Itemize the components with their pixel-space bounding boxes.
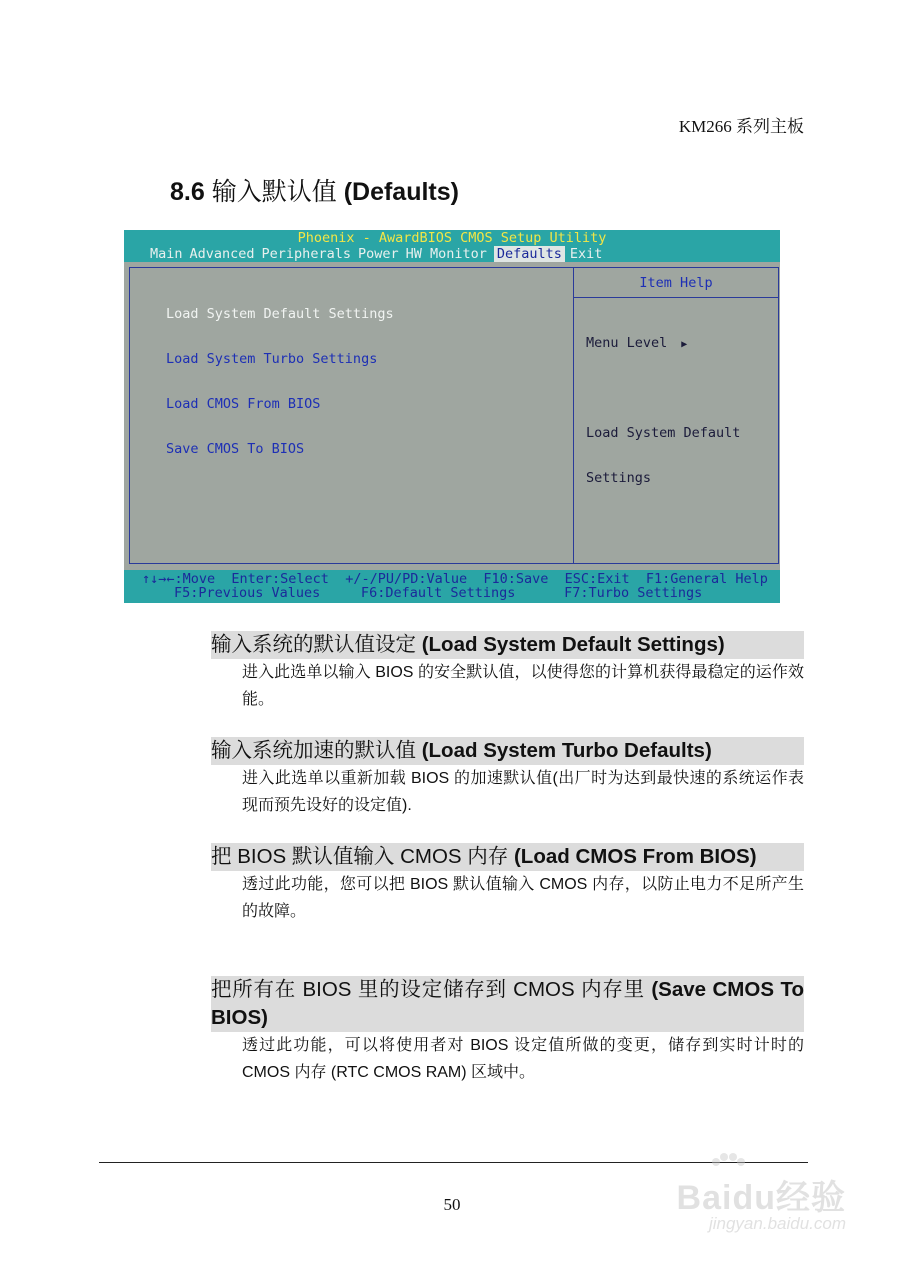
section-number: 8.6 — [170, 178, 205, 206]
watermark-main: Baidu经验 — [676, 1179, 846, 1217]
bios-main-panel — [129, 267, 779, 564]
section-load-cmos — [211, 843, 804, 925]
bios-option-list — [166, 277, 394, 487]
bios-menu-peripherals[interactable]: Peripherals — [261, 246, 351, 262]
bios-menu-power[interactable]: Power — [357, 246, 399, 262]
section-load-turbo — [211, 737, 804, 819]
section-title-cn: 输入默认值 — [211, 177, 337, 206]
option-load-cmos-from-bios[interactable]: Load CMOS From BIOS — [166, 396, 321, 412]
help-text-line: Settings — [586, 470, 652, 486]
item-help-content — [586, 306, 740, 516]
option-save-cmos-to-bios[interactable]: Save CMOS To BIOS — [166, 441, 305, 457]
heading-en: (Save CMOS To BIOS) — [211, 978, 804, 1029]
help-divider — [573, 268, 574, 563]
watermark — [646, 1158, 846, 1248]
subsection-body: 进入此选单以输入 BIOS 的安全默认值，以使得您的计算机获得最稳定的运作效能。 — [242, 664, 804, 708]
bios-menu-hw-monitor[interactable]: HW Monitor — [405, 246, 487, 262]
key-legend-line-2: F5:Previous Values F6:Default Settings F7:Turbo Settings — [174, 585, 703, 601]
heading-en: (Load CMOS From BIOS) — [513, 845, 757, 868]
running-header: KM266 系列主板 — [678, 117, 804, 136]
heading-en: (Load System Turbo Defaults) — [421, 739, 712, 762]
bios-screenshot — [124, 230, 780, 603]
subsection-body: 进入此选单以重新加载 BIOS 的加速默认值(出厂时为达到最快速的系统运作表现而预先设好的设定值). — [242, 770, 804, 814]
section-title — [170, 172, 459, 208]
section-save-cmos — [211, 976, 804, 1086]
bios-menu-main[interactable]: Main — [150, 246, 183, 262]
item-help-title: Item Help — [574, 268, 778, 298]
subsection-body: 透过此功能，可以将使用者对 BIOS 设定值所做的变更，储存到实时计时的 CMOS 内存 (RTC CMOS RAM) 区域中。 — [242, 1037, 804, 1081]
section-title-en: (Defaults) — [343, 178, 459, 206]
subsection-heading — [211, 737, 804, 765]
section-load-default — [211, 631, 804, 713]
heading-cn: 输入系统加速的默认值 — [211, 739, 416, 762]
key-legend-line-1: ↑↓→←:Move Enter:Select +/-/PU/PD:Value F10:Save ESC:Exit F1:General Help — [142, 571, 768, 587]
bios-key-legend — [124, 570, 780, 603]
subsection-heading — [211, 631, 804, 659]
heading-cn: 输入系统的默认值设定 — [211, 633, 416, 656]
heading-cn: 把所有在 BIOS 里的设定储存到 CMOS 内存里 — [211, 978, 645, 1001]
option-load-system-turbo[interactable]: Load System Turbo Settings — [166, 351, 378, 367]
bios-menu-exit[interactable]: Exit — [569, 246, 603, 262]
option-load-system-default[interactable]: Load System Default Settings — [166, 306, 394, 322]
bios-menu-defaults[interactable]: Defaults — [494, 246, 565, 262]
menu-level-label: Menu Level — [586, 335, 668, 351]
subsection-body: 透过此功能，您可以把 BIOS 默认值输入 CMOS 内存，以防止电力不足所产生的故障。 — [242, 876, 804, 920]
page-number: 50 — [443, 1195, 461, 1214]
bios-menu-advanced[interactable]: Advanced — [189, 246, 255, 262]
subsection-heading — [211, 843, 804, 871]
watermark-sub: jingyan.baidu.com — [708, 1214, 846, 1233]
bios-title: Phoenix - AwardBIOS CMOS Setup Utility — [124, 230, 780, 246]
heading-en: (Load System Default Settings) — [421, 633, 725, 656]
subsection-heading — [211, 976, 804, 1032]
bios-menubar — [124, 246, 780, 262]
menu-level-arrow-icon: ▶ — [681, 339, 688, 350]
help-text-line: Load System Default — [586, 425, 741, 441]
heading-cn: 把 BIOS 默认值输入 CMOS 内存 — [211, 845, 509, 868]
